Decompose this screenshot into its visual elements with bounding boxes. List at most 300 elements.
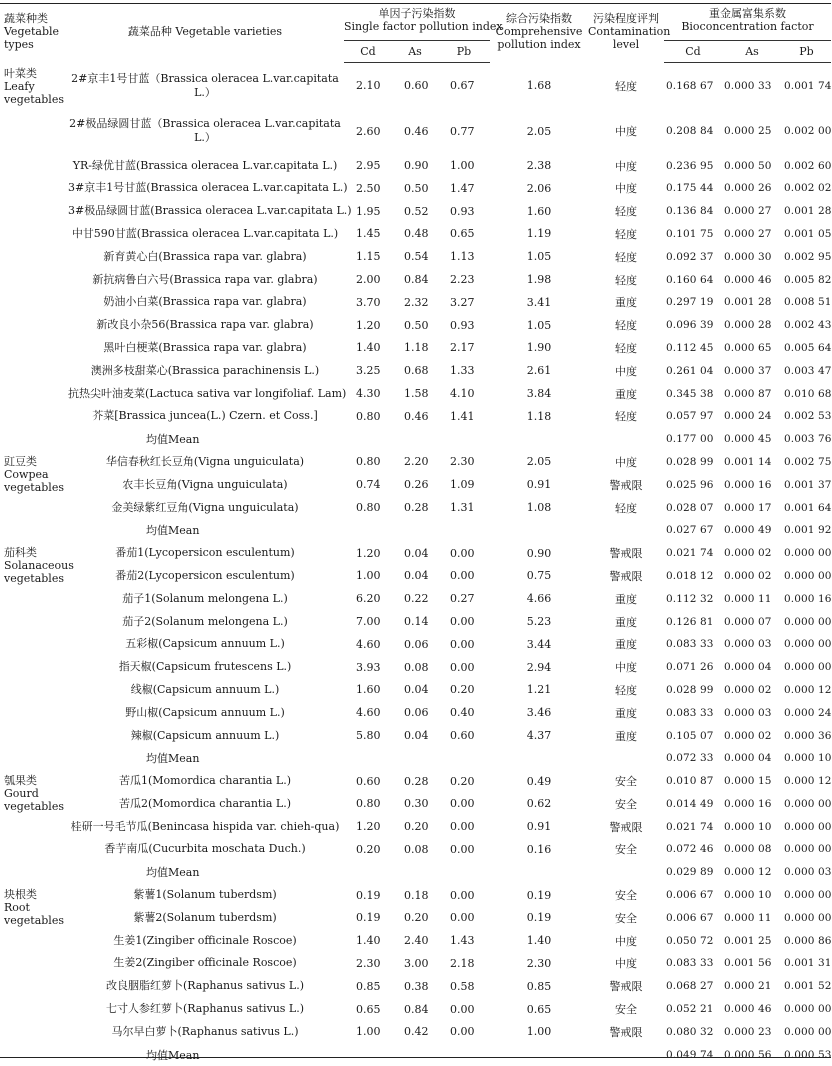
contamination-level-cell: 重度 <box>588 610 664 633</box>
bcf-cd-cell: 0.083 33 <box>664 701 722 724</box>
cd-index-cell: 0.80 <box>344 793 392 816</box>
comprehensive-index-cell: 0.85 <box>490 975 588 998</box>
bcf-pb-cell: 0.001 74 <box>782 63 831 109</box>
table-row <box>0 998 831 1021</box>
as-index-cell: 0.90 <box>392 154 438 177</box>
cd-index-cell: 2.30 <box>344 952 392 975</box>
table-row <box>0 975 831 998</box>
bcf-as-cell: 0.000 87 <box>722 382 782 405</box>
pb-index-cell: 0.00 <box>438 884 490 907</box>
cd-index-cell: 0.80 <box>344 405 392 428</box>
empty-cell <box>490 861 588 884</box>
pb-index-cell: 2.17 <box>438 337 490 360</box>
pb-index-cell: 1.00 <box>438 154 490 177</box>
empty-cell <box>344 1043 392 1066</box>
pb-index-cell: 0.00 <box>438 656 490 679</box>
as-index-cell: 0.60 <box>392 63 438 109</box>
comprehensive-index-cell: 4.37 <box>490 724 588 747</box>
cd-index-cell: 1.15 <box>344 245 392 268</box>
pb-index-cell: 1.41 <box>438 405 490 428</box>
table-row <box>0 542 831 565</box>
pb-index-cell: 0.00 <box>438 633 490 656</box>
bcf-pb-cell: 0.001 64 <box>782 496 831 519</box>
bcf-cd-cell: 0.092 37 <box>664 245 722 268</box>
contamination-level-cell: 轻度 <box>588 405 664 428</box>
bcf-as-cell: 0.000 24 <box>722 405 782 428</box>
cd-index-cell: 1.00 <box>344 565 392 588</box>
bcf-as-cell: 0.000 07 <box>722 610 782 633</box>
as-index-cell: 0.04 <box>392 542 438 565</box>
contamination-level-cell: 警戒限 <box>588 473 664 496</box>
as-index-cell: 0.20 <box>392 906 438 929</box>
variety-cell: 番茄2(Lycopersicon esculentum) <box>66 565 344 588</box>
variety-cell: 野山椒(Capsicum annuum L.) <box>66 701 344 724</box>
variety-cell: 苦瓜1(Momordica charantia L.) <box>66 770 344 793</box>
pb-index-cell: 0.00 <box>438 998 490 1021</box>
comprehensive-index-cell: 0.91 <box>490 473 588 496</box>
comprehensive-index-cell: 1.18 <box>490 405 588 428</box>
comprehensive-index-cell: 1.60 <box>490 200 588 223</box>
header-category-en1: Vegetable <box>4 25 66 38</box>
empty-cell <box>392 861 438 884</box>
mean-bcf-cd: 0.049 74 <box>664 1043 722 1066</box>
bcf-cd-cell: 0.080 32 <box>664 1020 722 1043</box>
as-index-cell: 1.18 <box>392 337 438 360</box>
table-row <box>0 952 831 975</box>
cd-index-cell: 0.65 <box>344 998 392 1021</box>
table-row <box>0 656 831 679</box>
variety-cell: 生姜1(Zingiber officinale Roscoe) <box>66 929 344 952</box>
pb-index-cell: 2.18 <box>438 952 490 975</box>
cd-index-cell: 3.70 <box>344 291 392 314</box>
comprehensive-index-cell: 4.66 <box>490 587 588 610</box>
contamination-level-cell: 轻度 <box>588 63 664 109</box>
bcf-as-cell: 0.000 16 <box>722 793 782 816</box>
cd-index-cell: 0.60 <box>344 770 392 793</box>
header-sub-cd: Cd <box>344 41 392 63</box>
bcf-as-cell: 0.000 37 <box>722 359 782 382</box>
mean-row <box>0 861 831 884</box>
cd-index-cell: 6.20 <box>344 587 392 610</box>
cd-index-cell: 0.80 <box>344 451 392 474</box>
empty-cell <box>438 747 490 770</box>
table-row <box>0 793 831 816</box>
comprehensive-index-cell: 5.23 <box>490 610 588 633</box>
contamination-level-cell: 中度 <box>588 451 664 474</box>
mean-bcf-as: 0.000 56 <box>722 1043 782 1066</box>
empty-cell <box>392 428 438 451</box>
table-row <box>0 610 831 633</box>
as-index-cell: 0.52 <box>392 200 438 223</box>
as-index-cell: 0.68 <box>392 359 438 382</box>
mean-row <box>0 747 831 770</box>
as-index-cell: 0.04 <box>392 679 438 702</box>
bcf-pb-cell: 0.002 75 <box>782 451 831 474</box>
pb-index-cell: 0.20 <box>438 679 490 702</box>
bcf-as-cell: 0.000 02 <box>722 542 782 565</box>
comprehensive-index-cell: 2.05 <box>490 109 588 155</box>
cd-index-cell: 4.60 <box>344 633 392 656</box>
bcf-pb-cell: 0.000 00 <box>782 793 831 816</box>
comprehensive-index-cell: 1.19 <box>490 223 588 246</box>
bcf-pb-cell: 0.000 00 <box>782 542 831 565</box>
table-row <box>0 906 831 929</box>
cd-index-cell: 1.40 <box>344 337 392 360</box>
variety-cell <box>66 109 344 155</box>
variety-cell: 澳洲多枝甜菜心(Brassica parachinensis L.) <box>66 359 344 382</box>
pb-index-cell: 0.93 <box>438 314 490 337</box>
variety-cell: 金美绿紫红豆角(Vigna unguiculata) <box>66 496 344 519</box>
empty-cell <box>588 1043 664 1066</box>
bcf-pb-cell: 0.002 95 <box>782 245 831 268</box>
bcf-cd-cell: 0.072 46 <box>664 838 722 861</box>
table-row <box>0 291 831 314</box>
mean-bcf-pb: 0.000 10 <box>782 747 831 770</box>
bcf-cd-cell: 0.297 19 <box>664 291 722 314</box>
table-row <box>0 701 831 724</box>
contamination-level-cell: 重度 <box>588 587 664 610</box>
pb-index-cell: 0.00 <box>438 793 490 816</box>
mean-row <box>0 428 831 451</box>
table-row <box>0 496 831 519</box>
comprehensive-index-cell: 1.98 <box>490 268 588 291</box>
table-row <box>0 884 831 907</box>
empty-cell <box>490 747 588 770</box>
contamination-level-cell: 重度 <box>588 633 664 656</box>
bcf-pb-cell: 0.000 00 <box>782 1020 831 1043</box>
bcf-as-cell: 0.000 02 <box>722 724 782 747</box>
bcf-pb-cell: 0.001 37 <box>782 473 831 496</box>
contamination-level-cell: 警戒限 <box>588 565 664 588</box>
variety-cell: 指天椒(Capsicum frutescens L.) <box>66 656 344 679</box>
table-row <box>0 382 831 405</box>
bcf-cd-cell: 0.006 67 <box>664 884 722 907</box>
header-sub-as: As <box>392 41 438 63</box>
pb-index-cell: 4.10 <box>438 382 490 405</box>
mean-bcf-pb: 0.003 76 <box>782 428 831 451</box>
empty-cell <box>588 428 664 451</box>
contamination-level-cell: 轻度 <box>588 223 664 246</box>
bcf-cd-cell: 0.068 27 <box>664 975 722 998</box>
variety-cell: 五彩椒(Capsicum annuum L.) <box>66 633 344 656</box>
mean-bcf-as: 0.000 12 <box>722 861 782 884</box>
variety-cell: 马尔早白萝卜(Raphanus sativus L.) <box>66 1020 344 1043</box>
comprehensive-index-cell: 2.06 <box>490 177 588 200</box>
as-index-cell: 0.14 <box>392 610 438 633</box>
variety-cell: 新改良小杂56(Brassica rapa var. glabra) <box>66 314 344 337</box>
cd-index-cell: 1.45 <box>344 223 392 246</box>
comprehensive-index-cell: 3.46 <box>490 701 588 724</box>
bcf-cd-cell: 0.126 81 <box>664 610 722 633</box>
empty-cell <box>438 428 490 451</box>
empty-cell <box>438 519 490 542</box>
as-index-cell: 0.08 <box>392 838 438 861</box>
header-category-zh: 蔬菜种类 <box>4 12 66 25</box>
cd-index-cell: 2.10 <box>344 63 392 109</box>
table-row <box>0 724 831 747</box>
comprehensive-index-cell: 0.65 <box>490 998 588 1021</box>
as-index-cell: 1.58 <box>392 382 438 405</box>
comprehensive-index-cell: 3.44 <box>490 633 588 656</box>
bcf-cd-cell: 0.083 33 <box>664 952 722 975</box>
mean-bcf-cd: 0.029 89 <box>664 861 722 884</box>
bcf-pb-cell: 0.002 53 <box>782 405 831 428</box>
variety-cell: 桂研一号毛节瓜(Benincasa hispida var. chieh-qua) <box>66 815 344 838</box>
pb-index-cell: 1.13 <box>438 245 490 268</box>
as-index-cell: 0.42 <box>392 1020 438 1043</box>
category-cell: 茄科类 Solanaceous vegetables <box>0 542 66 770</box>
table-row <box>0 633 831 656</box>
bcf-pb-cell: 0.010 68 <box>782 382 831 405</box>
bcf-pb-cell: 0.000 36 <box>782 724 831 747</box>
pb-index-cell: 1.31 <box>438 496 490 519</box>
bcf-pb-cell: 0.002 60 <box>782 154 831 177</box>
bcf-cd-cell: 0.136 84 <box>664 200 722 223</box>
bcf-cd-cell: 0.083 33 <box>664 633 722 656</box>
as-index-cell: 2.20 <box>392 451 438 474</box>
bcf-as-cell: 0.000 10 <box>722 815 782 838</box>
as-index-cell: 2.32 <box>392 291 438 314</box>
contamination-level-cell: 重度 <box>588 382 664 405</box>
mean-bcf-cd: 0.072 33 <box>664 747 722 770</box>
bcf-cd-cell: 0.236 95 <box>664 154 722 177</box>
bcf-as-cell: 0.000 11 <box>722 587 782 610</box>
mean-row <box>0 1043 831 1066</box>
bcf-cd-cell: 0.345 38 <box>664 382 722 405</box>
empty-cell <box>490 1043 588 1066</box>
pb-index-cell: 0.00 <box>438 1020 490 1043</box>
mean-bcf-pb: 0.001 92 <box>782 519 831 542</box>
empty-cell <box>588 747 664 770</box>
pb-index-cell: 0.00 <box>438 838 490 861</box>
bcf-cd-cell: 0.057 97 <box>664 405 722 428</box>
contamination-level-cell: 中度 <box>588 929 664 952</box>
bcf-cd-cell: 0.028 07 <box>664 496 722 519</box>
table-row <box>0 473 831 496</box>
variety-cell: 黑叶白梗菜(Brassica rapa var. glabra) <box>66 337 344 360</box>
empty-cell <box>588 519 664 542</box>
variety-cell: 七寸人参红萝卜(Raphanus sativus L.) <box>66 998 344 1021</box>
empty-cell <box>490 519 588 542</box>
bcf-as-cell: 0.000 15 <box>722 770 782 793</box>
contamination-level-cell: 警戒限 <box>588 542 664 565</box>
bcf-cd-cell: 0.014 49 <box>664 793 722 816</box>
bcf-pb-cell: 0.000 00 <box>782 633 831 656</box>
category-cell: 块根类 Root vegetables <box>0 884 66 1066</box>
contamination-level-cell: 安全 <box>588 906 664 929</box>
cd-index-cell: 0.19 <box>344 884 392 907</box>
bcf-as-cell: 0.000 04 <box>722 656 782 679</box>
table-row <box>0 268 831 291</box>
bcf-pb-cell: 0.000 12 <box>782 770 831 793</box>
bcf-pb-cell: 0.001 31 <box>782 952 831 975</box>
bcf-cd-cell: 0.028 99 <box>664 451 722 474</box>
bcf-as-cell: 0.000 02 <box>722 679 782 702</box>
bcf-as-cell: 0.000 11 <box>722 906 782 929</box>
as-index-cell: 0.08 <box>392 656 438 679</box>
variety-text: 2#京丰1号甘蓝（Brassica oleracea L.var.capitata L.） <box>68 72 342 100</box>
bcf-as-cell: 0.000 10 <box>722 884 782 907</box>
header-sub-bcf-pb: Pb <box>782 41 831 63</box>
pb-index-cell: 1.33 <box>438 359 490 382</box>
comprehensive-index-cell: 0.16 <box>490 838 588 861</box>
bcf-pb-cell: 0.000 16 <box>782 587 831 610</box>
bcf-as-cell: 0.000 17 <box>722 496 782 519</box>
variety-cell: 生姜2(Zingiber officinale Roscoe) <box>66 952 344 975</box>
bcf-pb-cell: 0.001 52 <box>782 975 831 998</box>
pb-index-cell: 0.67 <box>438 63 490 109</box>
variety-cell: 中甘590甘蓝(Brassica oleracea L.var.capitata L.) <box>66 223 344 246</box>
header-variety: 蔬菜品种 Vegetable varieties <box>66 0 344 63</box>
table-row <box>0 587 831 610</box>
comprehensive-index-cell: 0.91 <box>490 815 588 838</box>
bcf-cd-cell: 0.006 67 <box>664 906 722 929</box>
bcf-pb-cell: 0.000 00 <box>782 610 831 633</box>
as-index-cell: 0.04 <box>392 724 438 747</box>
bcf-cd-cell: 0.028 99 <box>664 679 722 702</box>
cd-index-cell: 2.95 <box>344 154 392 177</box>
contamination-level-cell: 安全 <box>588 793 664 816</box>
contamination-level-cell: 重度 <box>588 701 664 724</box>
contamination-level-cell: 轻度 <box>588 679 664 702</box>
as-index-cell: 0.30 <box>392 793 438 816</box>
bcf-cd-cell: 0.105 07 <box>664 724 722 747</box>
header-contamination-level: 污染程度评判 Contamination level <box>588 0 664 63</box>
header-comprehensive: 综合污染指数 Comprehensive pollution index <box>490 0 588 63</box>
variety-cell: 新抗病鲁白六号(Brassica rapa var. glabra) <box>66 268 344 291</box>
contamination-level-cell: 警戒限 <box>588 975 664 998</box>
cd-index-cell: 5.80 <box>344 724 392 747</box>
pb-index-cell: 0.93 <box>438 200 490 223</box>
bcf-pb-cell: 0.002 00 <box>782 109 831 155</box>
table-row <box>0 245 831 268</box>
pb-index-cell: 0.00 <box>438 815 490 838</box>
contamination-level-cell: 中度 <box>588 952 664 975</box>
mean-bcf-pb: 0.000 03 <box>782 861 831 884</box>
mean-bcf-as: 0.000 45 <box>722 428 782 451</box>
variety-cell: 紫薯2(Solanum tuberdsm) <box>66 906 344 929</box>
category-cell: 叶菜类 Leafy vegetables <box>0 63 66 451</box>
as-index-cell: 0.50 <box>392 177 438 200</box>
as-index-cell: 0.06 <box>392 633 438 656</box>
bcf-as-cell: 0.000 27 <box>722 223 782 246</box>
bcf-as-cell: 0.000 46 <box>722 998 782 1021</box>
mean-bcf-pb: 0.000 53 <box>782 1043 831 1066</box>
variety-cell: 线椒(Capsicum annuum L.) <box>66 679 344 702</box>
bcf-as-cell: 0.000 28 <box>722 314 782 337</box>
pb-index-cell: 0.20 <box>438 770 490 793</box>
cd-index-cell: 2.00 <box>344 268 392 291</box>
pb-index-cell: 0.00 <box>438 565 490 588</box>
cd-index-cell: 1.60 <box>344 679 392 702</box>
empty-cell <box>392 1043 438 1066</box>
bcf-cd-cell: 0.112 32 <box>664 587 722 610</box>
table-row <box>0 314 831 337</box>
as-index-cell: 0.26 <box>392 473 438 496</box>
as-index-cell: 0.48 <box>392 223 438 246</box>
bcf-cd-cell: 0.112 45 <box>664 337 722 360</box>
pb-index-cell: 0.00 <box>438 542 490 565</box>
as-index-cell: 2.40 <box>392 929 438 952</box>
pb-index-cell: 1.09 <box>438 473 490 496</box>
bcf-pb-cell: 0.002 02 <box>782 177 831 200</box>
bcf-pb-cell: 0.008 51 <box>782 291 831 314</box>
table-row <box>0 679 831 702</box>
contamination-level-cell: 轻度 <box>588 245 664 268</box>
mean-bcf-as: 0.000 04 <box>722 747 782 770</box>
pb-index-cell: 2.23 <box>438 268 490 291</box>
contamination-level-cell: 中度 <box>588 109 664 155</box>
bcf-as-cell: 0.000 25 <box>722 109 782 155</box>
variety-cell: 紫薯1(Solanum tuberdsm) <box>66 884 344 907</box>
table-row <box>0 929 831 952</box>
comprehensive-index-cell: 1.05 <box>490 314 588 337</box>
cd-index-cell: 1.20 <box>344 314 392 337</box>
empty-cell <box>344 519 392 542</box>
bcf-pb-cell: 0.000 00 <box>782 998 831 1021</box>
header-category <box>0 0 66 63</box>
as-index-cell: 0.84 <box>392 998 438 1021</box>
contamination-level-cell: 轻度 <box>588 314 664 337</box>
table-row <box>0 815 831 838</box>
contamination-level-cell: 轻度 <box>588 268 664 291</box>
comprehensive-index-cell: 1.21 <box>490 679 588 702</box>
comprehensive-index-cell: 0.75 <box>490 565 588 588</box>
variety-cell: 新育黄心白(Brassica rapa var. glabra) <box>66 245 344 268</box>
pb-index-cell: 0.00 <box>438 906 490 929</box>
table-row <box>0 1020 831 1043</box>
bcf-as-cell: 0.001 14 <box>722 451 782 474</box>
as-index-cell: 0.22 <box>392 587 438 610</box>
as-index-cell: 0.38 <box>392 975 438 998</box>
comprehensive-index-cell: 1.00 <box>490 1020 588 1043</box>
table-row <box>0 405 831 428</box>
pb-index-cell: 1.43 <box>438 929 490 952</box>
bcf-pb-cell: 0.002 43 <box>782 314 831 337</box>
bcf-cd-cell: 0.208 84 <box>664 109 722 155</box>
variety-text: 2#极品绿圆甘蓝（Brassica oleracea L.var.capitata L.） <box>68 117 342 145</box>
as-index-cell: 0.46 <box>392 109 438 155</box>
table-row <box>0 200 831 223</box>
comprehensive-index-cell: 0.90 <box>490 542 588 565</box>
as-index-cell: 0.04 <box>392 565 438 588</box>
pb-index-cell: 1.47 <box>438 177 490 200</box>
bcf-cd-cell: 0.175 44 <box>664 177 722 200</box>
as-index-cell: 0.84 <box>392 268 438 291</box>
comprehensive-index-cell: 1.08 <box>490 496 588 519</box>
bcf-pb-cell: 0.000 00 <box>782 838 831 861</box>
empty-cell <box>588 861 664 884</box>
table-row <box>0 177 831 200</box>
variety-cell: 辣椒(Capsicum annuum L.) <box>66 724 344 747</box>
comprehensive-index-cell: 1.68 <box>490 63 588 109</box>
bcf-cd-cell: 0.096 39 <box>664 314 722 337</box>
bcf-as-cell: 0.000 33 <box>722 63 782 109</box>
table-row <box>0 63 831 109</box>
mean-bcf-as: 0.000 49 <box>722 519 782 542</box>
bcf-cd-cell: 0.160 64 <box>664 268 722 291</box>
bcf-as-cell: 0.001 28 <box>722 291 782 314</box>
mean-label: 均值Mean <box>66 519 344 542</box>
variety-cell: 苦瓜2(Momordica charantia L.) <box>66 793 344 816</box>
contamination-level-cell: 中度 <box>588 177 664 200</box>
header-category-en2: types <box>4 38 66 51</box>
cd-index-cell: 1.20 <box>344 542 392 565</box>
cd-index-cell: 1.95 <box>344 200 392 223</box>
variety-cell: 番茄1(Lycopersicon esculentum) <box>66 542 344 565</box>
mean-label: 均值Mean <box>66 747 344 770</box>
bcf-pb-cell: 0.000 00 <box>782 656 831 679</box>
